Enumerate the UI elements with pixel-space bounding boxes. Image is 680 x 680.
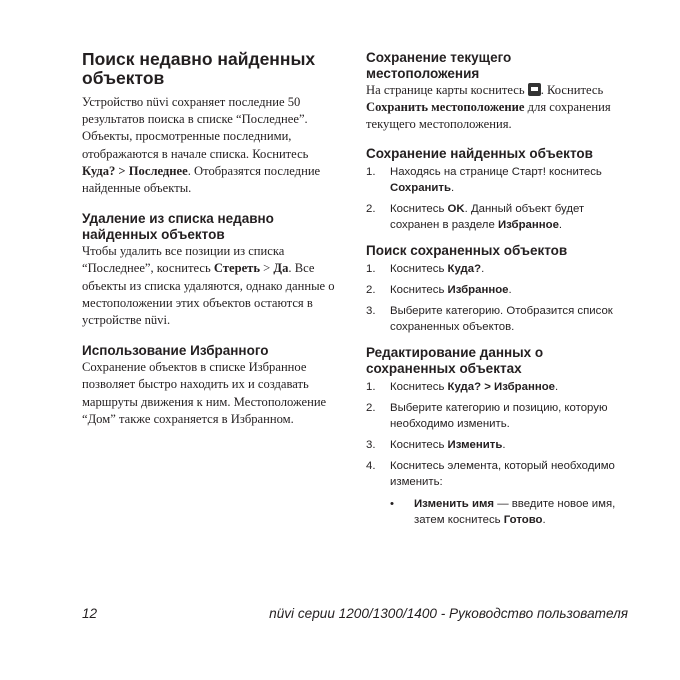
heading-save-found-places: Сохранение найденных объектов (366, 145, 593, 161)
list-item: 2. Выберите категорию и позицию, которую необходимо изменить. (366, 401, 608, 430)
heading-using-favorites: Использование Избранного (82, 343, 269, 359)
list-item: 1. Находясь на странице Старт! коснитесь Сохранить. (366, 165, 602, 194)
paragraph-clear-recent: Чтобы удалить все позиции из списка “Последнее”, коснитесь Стереть > Да. Все объекты из списка удаляются, однако данные о местоположении этих объектов остаются в устройстве nüvi. (82, 244, 335, 328)
left-column (82, 50, 340, 428)
list-item: 2. Коснитесь OK. Данный объект будет сохранен в разделе Избранное. (366, 202, 585, 231)
list-save-found-places (366, 164, 628, 233)
paragraph-save-current-location: На странице карты коснитесь . Коснитесь Сохранить местоположение для сохранения текущего местоположения. (366, 83, 611, 132)
vehicle-icon (528, 83, 541, 96)
paragraph-recent-finds: Устройство nüvi сохраняет последние 50 результатов поиска в списке “Последнее”. Объекты, просмотренные последними, отображаются в начале списка. Коснитесь Куда? > Последнее. Отобразятся последние найденные объекты. (82, 95, 321, 196)
list-item: 3. Выберите категорию. Отобразится список сохраненных объектов. (366, 304, 613, 333)
bullet-item: • Изменить имя — введите новое имя, затем коснитесь Готово. (390, 497, 616, 526)
list-find-saved-places (366, 261, 628, 335)
list-item: 1. Коснитесь Куда?. (366, 262, 485, 275)
right-column (366, 50, 628, 533)
list-item: 1. Коснитесь Куда? > Избранное. (366, 380, 559, 393)
heading-recent-finds: Поиск недавно найденных объектов (82, 49, 316, 88)
manual-title: nüvi серии 1200/1300/1400 - Руководство пользователя (269, 606, 628, 621)
list-item: 3. Коснитесь Изменить. (366, 438, 506, 451)
paragraph-using-favorites: Сохранение объектов в списке Избранное позволяет быстро находить их и создавать маршруты движения к ним. Местоположение “Дом” также сохраняется в Избранном. (82, 360, 327, 426)
bullet-list (390, 496, 628, 528)
heading-clear-recent: Удаление из списка недавно найденных объектов (82, 211, 274, 243)
list-item: 4. Коснитесь элемента, который необходимо изменить: • Изменить имя — введите новое имя, затем коснитесь Готово. (366, 458, 628, 528)
list-item: 2. Коснитесь Избранное. (366, 283, 512, 296)
heading-find-saved-places: Поиск сохраненных объектов (366, 242, 568, 258)
heading-save-current-location: Сохранение текущего местоположения (366, 50, 512, 81)
list-edit-saved-places (366, 379, 628, 528)
page-number: 12 (82, 606, 98, 621)
heading-edit-saved-places: Редактирование данных о сохраненных объектах (366, 344, 544, 376)
